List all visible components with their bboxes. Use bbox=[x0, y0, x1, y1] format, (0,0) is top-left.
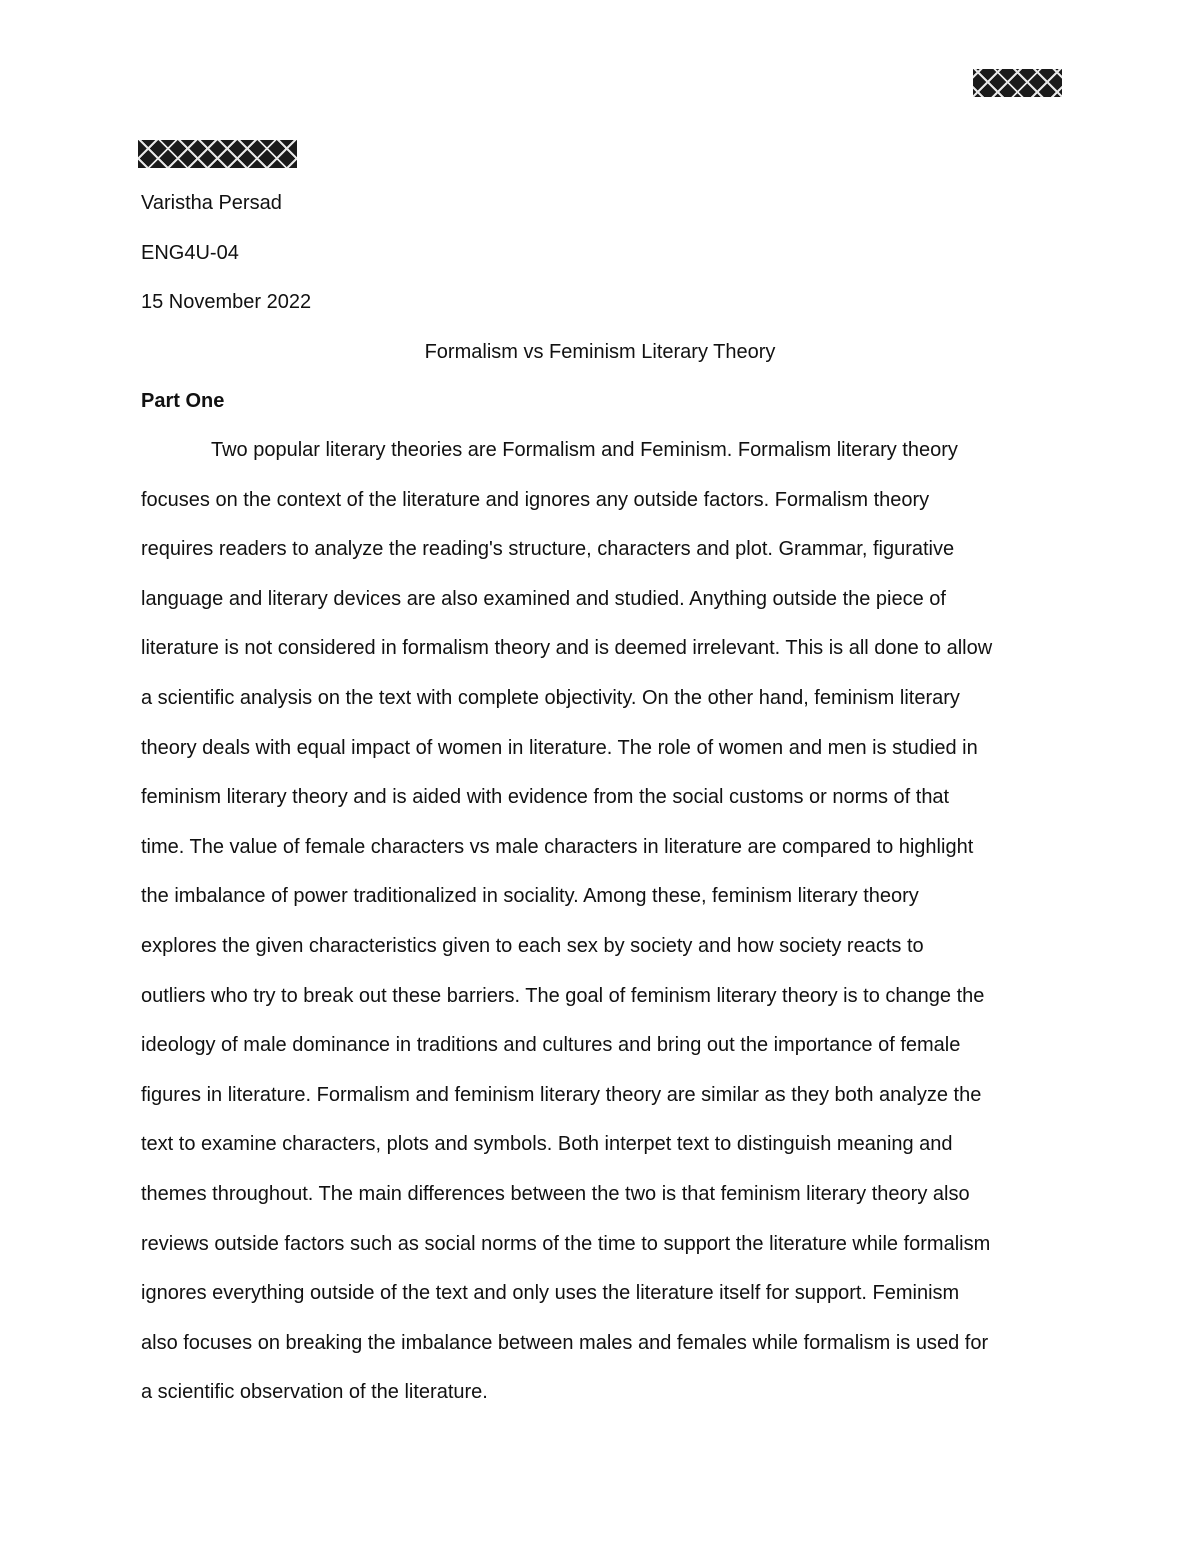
paragraph-line: Two popular literary theories are Formalism and Feminism. Formalism literary theory bbox=[211, 439, 958, 461]
paragraph-line: theory deals with equal impact of women in literature. The role of women and men is studied in bbox=[141, 736, 978, 759]
paragraph-line: time. The value of female characters vs male characters in literature are compared to highlight bbox=[141, 835, 974, 858]
paragraph-line: figures in literature. Formalism and feminism literary theory are similar as they both analyze the bbox=[141, 1083, 982, 1106]
student-name: Varistha Persad bbox=[141, 192, 282, 214]
paragraph-line: explores the given characteristics given to each sex by society and how society reacts to bbox=[141, 934, 924, 957]
paragraph-line: themes throughout. The main differences between the two is that feminism literary theory also bbox=[141, 1182, 970, 1205]
paragraph-line: language and literary devices are also examined and studied. Anything outside the piece of bbox=[141, 587, 946, 610]
document-title: Formalism vs Feminism Literary Theory bbox=[424, 341, 776, 363]
redacted-header-block bbox=[973, 69, 1062, 97]
paragraph-line: the imbalance of power traditionalized in sociality. Among these, feminism literary theory bbox=[141, 885, 919, 908]
paragraph-line: literature is not considered in formalism theory and is deemed irrelevant. This is all done to allow bbox=[141, 637, 993, 660]
document-date: 15 November 2022 bbox=[141, 291, 312, 313]
paragraph-line: a scientific observation of the literature. bbox=[141, 1381, 488, 1404]
paragraph-line: text to examine characters, plots and symbols. Both interpet text to distinguish meaning and bbox=[141, 1133, 953, 1156]
paragraph-line: ignores everything outside of the text and only uses the literature itself for support. Feminism bbox=[141, 1282, 960, 1305]
paragraph-line: requires readers to analyze the reading's structure, characters and plot. Grammar, figurative bbox=[141, 538, 955, 561]
paragraph-line: focuses on the context of the literature and ignores any outside factors. Formalism theory bbox=[141, 488, 930, 511]
paragraph-line: outliers who try to break out these barriers. The goal of feminism literary theory is to change the bbox=[141, 984, 985, 1007]
body-paragraph bbox=[141, 426, 1061, 1418]
redacted-name-block bbox=[138, 140, 297, 168]
paragraph-line: feminism literary theory and is aided with evidence from the social customs or norms of that bbox=[141, 786, 950, 809]
paragraph-line: ideology of male dominance in traditions and cultures and bring out the importance of female bbox=[141, 1034, 961, 1057]
paragraph-line: a scientific analysis on the text with complete objectivity. On the other hand, feminism literary bbox=[141, 686, 960, 709]
paragraph-line: reviews outside factors such as social norms of the time to support the literature while formalism bbox=[141, 1232, 991, 1255]
section-heading: Part One bbox=[141, 390, 225, 412]
paragraph-line: also focuses on breaking the imbalance between males and females while formalism is used for bbox=[141, 1331, 989, 1354]
course-code: ENG4U-04 bbox=[141, 242, 239, 264]
